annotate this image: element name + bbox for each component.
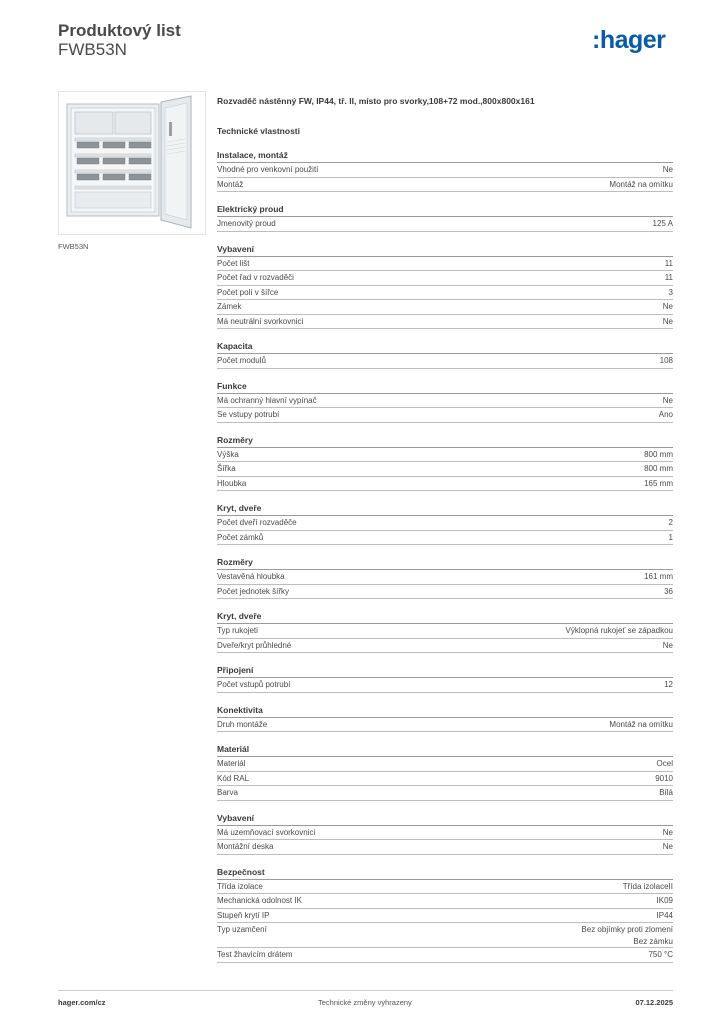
spec-row: [217, 354, 673, 369]
spec-label: Počet lišt: [217, 258, 250, 268]
spec-value: 2: [668, 518, 673, 527]
spec-row: [217, 217, 673, 232]
spec-label: Zámek: [217, 302, 242, 311]
spec-label: Materiál: [217, 759, 246, 768]
spec-sections: [217, 149, 673, 963]
spec-label: Má uzemňovací svorkovnici: [217, 827, 316, 837]
section-title: Kapacita: [217, 340, 673, 354]
spec-row: [217, 624, 673, 639]
section-title: Kryt, dveře: [217, 502, 673, 516]
spec-row: [217, 718, 673, 733]
spec-label: Jmenovitý proud: [217, 219, 276, 228]
spec-label: Typ rukojeti: [217, 626, 258, 635]
spec-row: [217, 477, 673, 492]
spec-label: Počet jednotek šířky: [217, 586, 290, 596]
spec-value: 9010: [655, 773, 673, 783]
spec-row: [217, 178, 673, 193]
distribution-board-illustration: [59, 92, 205, 234]
spec-label: Počet řad v rozvaděči: [217, 273, 294, 282]
spec-row: [217, 948, 673, 963]
spec-row: [217, 894, 673, 909]
spec-value: 3: [668, 287, 673, 297]
spec-row: [217, 163, 673, 178]
spec-row: [217, 315, 673, 330]
spec-section: [217, 502, 673, 545]
spec-label: Typ uzamčení: [217, 925, 267, 934]
spec-value: 161 mm: [644, 572, 673, 581]
spec-section: [217, 866, 673, 963]
spec-label: Šířka: [217, 464, 236, 473]
spec-row: [217, 516, 673, 531]
spec-row: [217, 757, 673, 772]
spec-value: Montáž na omítku: [609, 719, 673, 729]
spec-value: Bez objímky proti zlomení Bez zámku: [581, 925, 673, 946]
spec-value: IP44: [656, 910, 673, 920]
spec-label: Stupeň krytí IP: [217, 910, 270, 920]
section-title: Připojení: [217, 664, 673, 678]
spec-label: Počet modulů: [217, 356, 266, 365]
section-title: Konektivita: [217, 704, 673, 718]
spec-row: [217, 570, 673, 585]
spec-label: Počet vstupů potrubí: [217, 680, 291, 689]
spec-row: [217, 408, 673, 423]
footer-website[interactable]: hager.com/cz: [58, 998, 106, 1007]
section-title: Kryt, dveře: [217, 610, 673, 624]
spec-row: [217, 909, 673, 924]
spec-label: Mechanická odolnost IK: [217, 896, 302, 905]
section-title: Vybavení: [217, 812, 673, 826]
spec-row: [217, 923, 673, 948]
spec-value: Ne: [662, 827, 673, 837]
spec-value: 12: [664, 680, 673, 689]
spec-value: 108: [659, 356, 673, 365]
spec-label: Dveře/kryt průhledné: [217, 640, 292, 650]
spec-row: [217, 639, 673, 654]
spec-row: [217, 880, 673, 895]
spec-row: [217, 257, 673, 272]
spec-value: 11: [664, 273, 673, 282]
spec-label: Kód RAL: [217, 773, 250, 783]
spec-label: Má ochranný hlavní vypínač: [217, 395, 317, 405]
section-title: Bezpečnost: [217, 866, 673, 880]
spec-value: IK09: [656, 896, 673, 905]
footer-divider: [58, 990, 673, 991]
spec-label: Počet zámků: [217, 532, 264, 542]
spec-section: [217, 203, 673, 232]
spec-label: Třída izolace: [217, 881, 263, 891]
spec-section: [217, 434, 673, 492]
footer-note: Technické změny vyhrazeny: [318, 998, 412, 1007]
section-title: Rozměry: [217, 556, 673, 570]
spec-row: [217, 531, 673, 546]
product-code: FWB53N: [58, 40, 127, 59]
spec-section: [217, 149, 673, 192]
spec-value: 800 mm: [644, 449, 673, 459]
section-title: Instalace, montáž: [217, 149, 673, 163]
document-title: Produktový list: [58, 21, 181, 40]
spec-value: Ne: [662, 165, 673, 174]
spec-value: Bílá: [659, 788, 673, 797]
spec-value: 1: [668, 532, 673, 542]
product-image: [58, 91, 206, 235]
section-title: Rozměry: [217, 434, 673, 448]
footer-date: 07.12.2025: [635, 998, 673, 1007]
spec-value: 750 °C: [648, 950, 673, 959]
spec-row: [217, 394, 673, 409]
spec-content: [217, 94, 673, 963]
spec-section: [217, 380, 673, 423]
section-title: Materiál: [217, 743, 673, 757]
spec-row: [217, 826, 673, 841]
spec-row: [217, 286, 673, 301]
spec-section: [217, 664, 673, 693]
spec-row: [217, 772, 673, 787]
spec-label: Výška: [217, 449, 239, 459]
spec-section: [217, 743, 673, 801]
spec-row: [217, 271, 673, 286]
spec-value: Ano: [658, 410, 673, 419]
spec-row: [217, 448, 673, 463]
spec-section: [217, 243, 673, 330]
section-title: Elektrický proud: [217, 203, 673, 217]
spec-label: Montážní deska: [217, 842, 274, 851]
spec-row: [217, 840, 673, 855]
spec-label: Počet dveří rozvaděče: [217, 518, 297, 527]
spec-row: [217, 678, 673, 693]
spec-value: 800 mm: [644, 464, 673, 473]
spec-row: [217, 462, 673, 477]
product-description: Rozvaděč nástěnný FW, IP44, tř. II, místo pro svorky,108+72 mod.,800x800x161: [217, 96, 535, 106]
spec-section: [217, 556, 673, 599]
spec-value: Ne: [662, 316, 673, 326]
spec-row: [217, 585, 673, 600]
spec-value: 11: [664, 258, 673, 268]
spec-value: Výklopná rukojeť se západkou: [565, 626, 673, 635]
spec-value: Ne: [662, 842, 673, 851]
spec-section: [217, 610, 673, 653]
document-header: [58, 22, 181, 59]
spec-label: Barva: [217, 788, 238, 797]
section-title: Funkce: [217, 380, 673, 394]
spec-row: [217, 786, 673, 801]
spec-value: 36: [664, 586, 673, 596]
spec-label: Vestavěná hloubka: [217, 572, 285, 581]
spec-label: Hloubka: [217, 478, 247, 488]
spec-section: [217, 812, 673, 855]
spec-value: Ne: [662, 640, 673, 650]
spec-value: Ne: [662, 395, 673, 405]
spec-value: Montáž na omítku: [609, 179, 673, 189]
image-caption: FWB53N: [58, 242, 89, 251]
spec-section: [217, 704, 673, 733]
spec-value: 125 A: [652, 219, 673, 228]
spec-section: [217, 340, 673, 369]
section-title: Vybavení: [217, 243, 673, 257]
spec-label: Se vstupy potrubí: [217, 410, 280, 419]
spec-value: 165 mm: [644, 478, 673, 488]
hager-logo: :hager: [592, 26, 666, 54]
spec-label: Montáž: [217, 179, 244, 189]
tech-heading: Technické vlastnosti: [217, 126, 300, 136]
spec-value: Třída izolaceII: [622, 881, 673, 891]
spec-label: Vhodné pro venkovní použití: [217, 165, 319, 174]
spec-label: Druh montáže: [217, 719, 268, 729]
spec-value: Ne: [662, 302, 673, 311]
spec-label: Počet polí v šířce: [217, 287, 279, 297]
spec-value: Ocel: [656, 759, 673, 768]
spec-label: Má neutrální svorkovnici: [217, 316, 304, 326]
spec-label: Test žhavicím drátem: [217, 950, 293, 959]
spec-row: [217, 300, 673, 315]
